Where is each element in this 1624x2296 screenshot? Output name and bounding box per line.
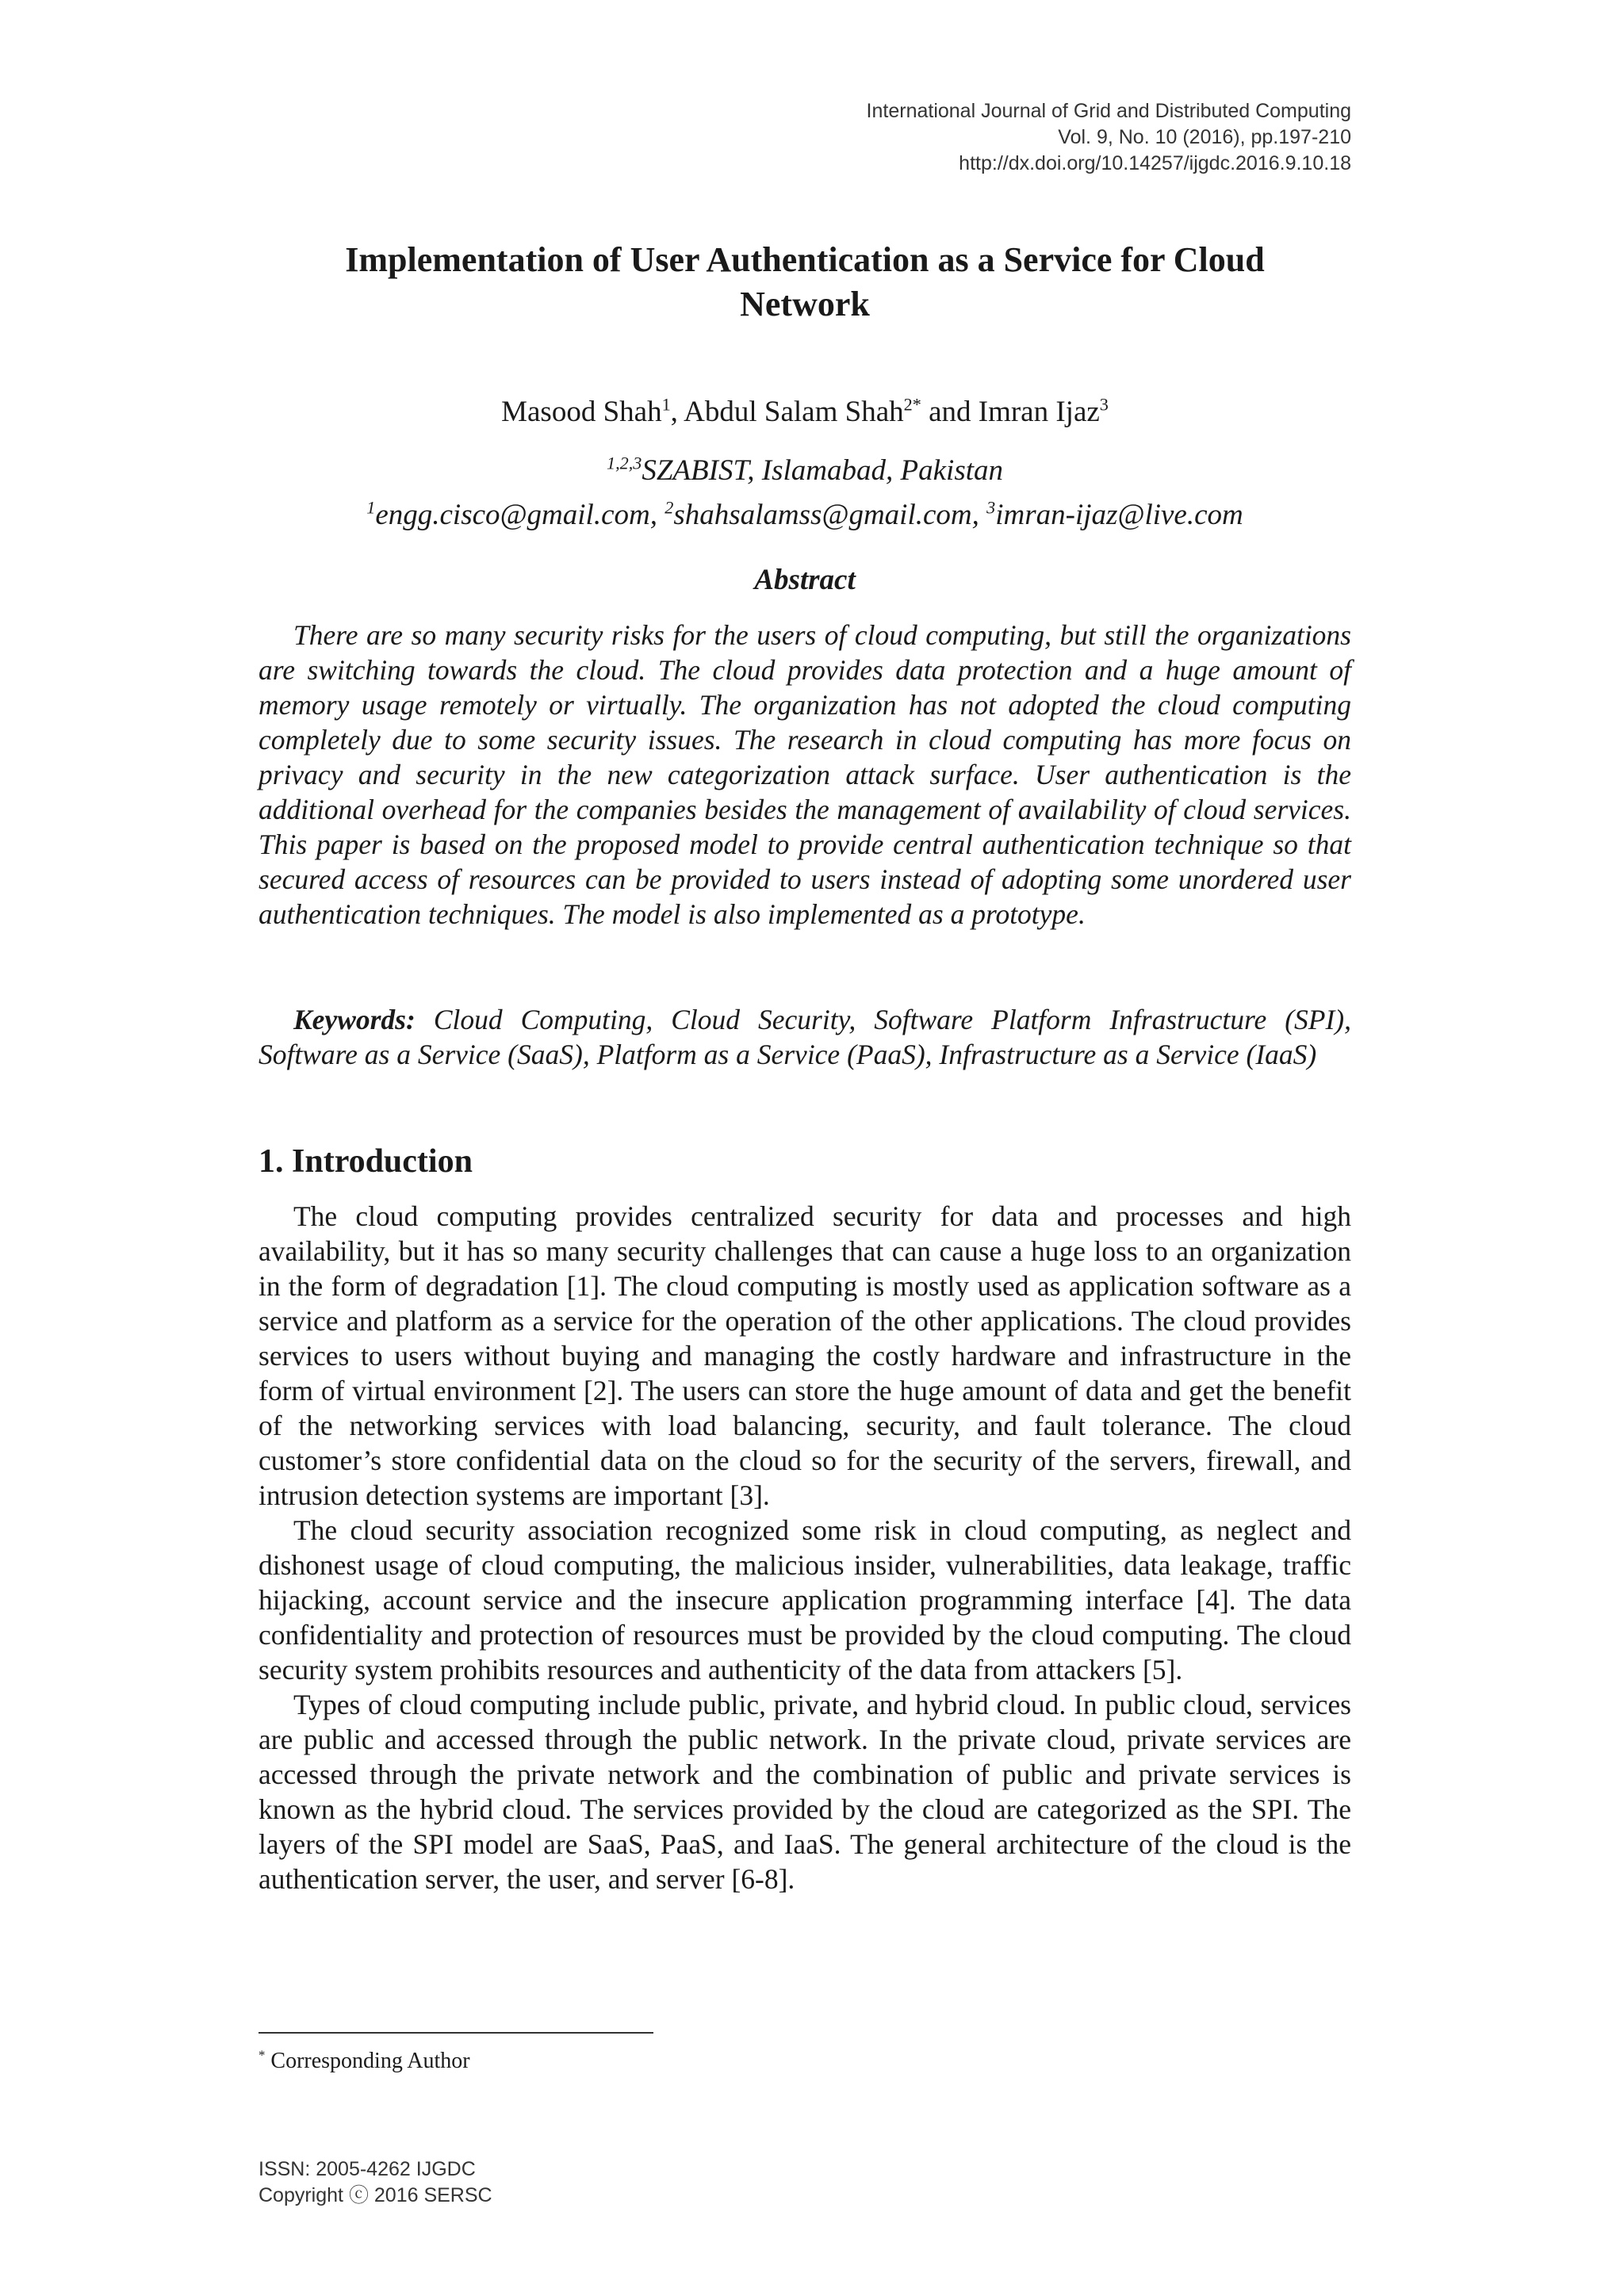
author-separator-1: , xyxy=(670,396,684,428)
page-footer xyxy=(259,2156,492,2209)
author-name-3: Imran Ijaz xyxy=(978,396,1100,428)
author-name-2: Abdul Salam Shah xyxy=(684,396,904,428)
paper-title-line-2: Network xyxy=(740,285,870,323)
email-3: imran-ijaz@live.com xyxy=(995,499,1243,531)
footnote-text: Corresponding Author xyxy=(265,2049,470,2073)
affiliation xyxy=(259,449,1351,493)
footnote-divider xyxy=(259,2032,653,2034)
abstract-heading: Abstract xyxy=(754,564,856,596)
author-emails xyxy=(259,493,1351,538)
section-heading-introduction: 1. Introduction xyxy=(259,1143,473,1180)
author-list xyxy=(259,393,1351,431)
affiliation-text: SZABIST, Islamabad, Pakistan xyxy=(642,454,1003,487)
journal-volume: Vol. 9, No. 10 (2016), pp.197-210 xyxy=(1058,126,1351,148)
author-separator-2: and xyxy=(921,396,979,428)
author-name-1: Masood Shah xyxy=(501,396,662,428)
footnote-mark: * xyxy=(259,2047,266,2063)
journal-name: International Journal of Grid and Distributed Computing xyxy=(866,100,1351,122)
journal-header xyxy=(867,98,1351,177)
email-2: shahsalamss@gmail.com, xyxy=(673,499,987,531)
journal-doi: http://dx.doi.org/10.14257/ijgdc.2016.9.10.18 xyxy=(959,152,1351,174)
affiliation-block xyxy=(259,449,1351,538)
body-paragraph-3: Types of cloud computing include public, private, and hybrid cloud. In public cloud, services are public and accessed through the public network. In the private cloud, private services are accessed through the private network and the combination of public and private services is known as the hybrid cloud. The services provided by the cloud are categorized as the SPI. The layers of the SPI model are SaaS, PaaS, and IaaS. The general architecture of the cloud is the authentication server, the user, and server [6-8]. xyxy=(259,1689,1351,1895)
keywords-label: Keywords: xyxy=(293,1004,416,1035)
email-sup-3: 3 xyxy=(986,497,996,518)
keywords-text: Cloud Computing, Cloud Security, Software Platform Infrastructure (SPI), Software as a Service (SaaS), Platform as a Service (PaaS), Infrastructure as a Service (IaaS) xyxy=(259,1004,1351,1070)
author-sup-3: 3 xyxy=(1099,394,1109,415)
paper-title-line-1: Implementation of User Authentication as a Service for Cloud xyxy=(345,240,1265,279)
affiliation-sup: 1,2,3 xyxy=(606,453,642,473)
body-paragraph-2: The cloud security association recognized some risk in cloud computing, as neglect and dishonest usage of cloud computing, the malicious insider, vulnerabilities, data leakage, traffic hijacking, account service and the insecure application programming interface [4]. The data confidentiality and protection of resources must be provided by the cloud computing. The cloud security system prohibits resources and authenticity of the data from attackers [5]. xyxy=(259,1514,1351,1686)
email-sup-2: 2 xyxy=(665,497,674,518)
author-sup-2: 2* xyxy=(903,394,921,415)
paper-title xyxy=(259,238,1351,327)
footer-issn: ISSN: 2005-4262 IJGDC xyxy=(259,2158,476,2180)
email-1: engg.cisco@gmail.com, xyxy=(375,499,665,531)
abstract-text: There are so many security risks for the users of cloud computing, but still the organizations are switching towards the cloud. The cloud provides data protection and a huge amount of memory usage remotely or virtually. The organization has not adopted the cloud computing completely due to some security issues. The research in cloud computing has more focus on privacy and security in the new categorization attack surface. User authentication is the additional overhead for the companies besides the management of availability of cloud services. This paper is based on the proposed model to provide central authentication technique so that secured access of resources can be provided to users instead of adopting some unordered user authentication techniques. The model is also implemented as a prototype. xyxy=(259,619,1351,930)
email-sup-1: 1 xyxy=(366,497,376,518)
footnote xyxy=(259,2047,470,2076)
footer-copyright: Copyright ⓒ 2016 SERSC xyxy=(259,2184,492,2206)
body-paragraph-1: The cloud computing provides centralized security for data and processes and high availability, but it has so many security challenges that can cause a huge loss to an organization in the form of degradation [1]. The cloud computing is mostly used as application software as a service and platform as a service for the operation of the other applications. The cloud provides services to users without buying and managing the costly hardware and infrastructure in the form of virtual environment [2]. The users can store the huge amount of data and get the benefit of the networking services with load balancing, security, and fault tolerance. The cloud customer’s store confidential data on the cloud so for the security of the servers, firewall, and intrusion detection systems are important [3]. xyxy=(259,1200,1351,1511)
author-sup-1: 1 xyxy=(661,394,671,415)
keywords xyxy=(259,1002,1351,1072)
introduction-body xyxy=(259,1199,1351,1896)
